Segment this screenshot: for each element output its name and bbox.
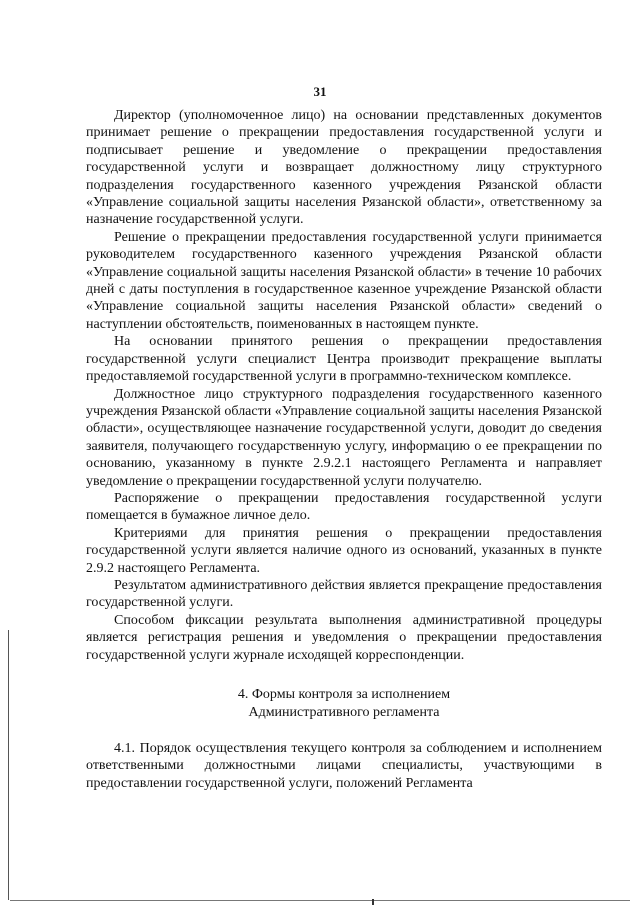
paragraph-section-4-1: 4.1. Порядок осуществления текущего контроля за соблюдением и исполнением ответственными должностными лицами специалисты, участвующими в предоставлении государственной услуги, положений Регламента (86, 741, 602, 791)
document-body (86, 107, 602, 792)
paragraph-personal-file: Распоряжение о прекращении предоставления государственной услуги помещается в бумажное личное дело. (86, 490, 602, 524)
scan-bottom-mark (372, 899, 374, 905)
page-number: 31 (313, 84, 327, 99)
paragraph-fixation-method: Способом фиксации результата выполнения административной процедуры является регистрация решения и уведомления о прекращении предоставления государственной услуги журнале исходящей корреспонденции. (86, 612, 602, 663)
section-heading (86, 686, 602, 722)
scan-bottom-edge (10, 900, 630, 901)
paragraph-payment-termination: На основании принятого решения о прекращении предоставления государственной услуги специалист Центра производит прекращение выплаты предоставляемой государственной услуги в программно-техническом комплексе. (86, 334, 602, 385)
scan-left-edge (8, 630, 9, 900)
paragraph-result: Результатом административного действия является прекращение предоставления государственной услуги. (86, 577, 602, 611)
paragraph-termination-decision: Решение о прекращении предоставления государственной услуги принимается руководителем государственного казенного учреждения Рязанской области «Управление социальной защиты населения Рязанской области» в течение 10 рабочих дней с даты поступления в государственное казенное учреждение Рязанской области «Управление социальной защиты населения Рязанской области» сведений о наступлении обстоятельств, поименованных в настоящем пункте. (86, 229, 602, 332)
paragraph-criteria: Критериями для принятия решения о прекращении предоставления государственной услуги является наличие одного из оснований, указанных в пункте 2.9.2 настоящего Регламента. (86, 525, 602, 576)
paragraph-director-decision: Директор (уполномоченное лицо) на основании представленных документов принимает решение о прекращении предоставления государственной услуги и подписывает решение и уведомление о прекращении предоставления государственной услуги и возвращает должностному лицу структурного подразделения государственного казенного учреждения Рязанской области «Управление социальной защиты населения Рязанской области», ответственному за назначение государственной услуги. (86, 108, 602, 228)
section-heading-line-2: Административного регламента (248, 705, 440, 720)
section-heading-line-1: 4. Формы контроля за исполнением (237, 687, 451, 702)
paragraph-official-notification: Должностное лицо структурного подразделения государственного казенного учреждения Рязанской области «Управление социальной защиты населения Рязанской области», осуществляющее назначение государственной услуги, доводит до сведения заявителя, получающего государственную услугу, информацию о ее прекращении по основанию, указанному в пункте 2.9.2.1 настоящего Регламента и направляет уведомление о прекращении государственной услуги получателю. (86, 386, 603, 489)
